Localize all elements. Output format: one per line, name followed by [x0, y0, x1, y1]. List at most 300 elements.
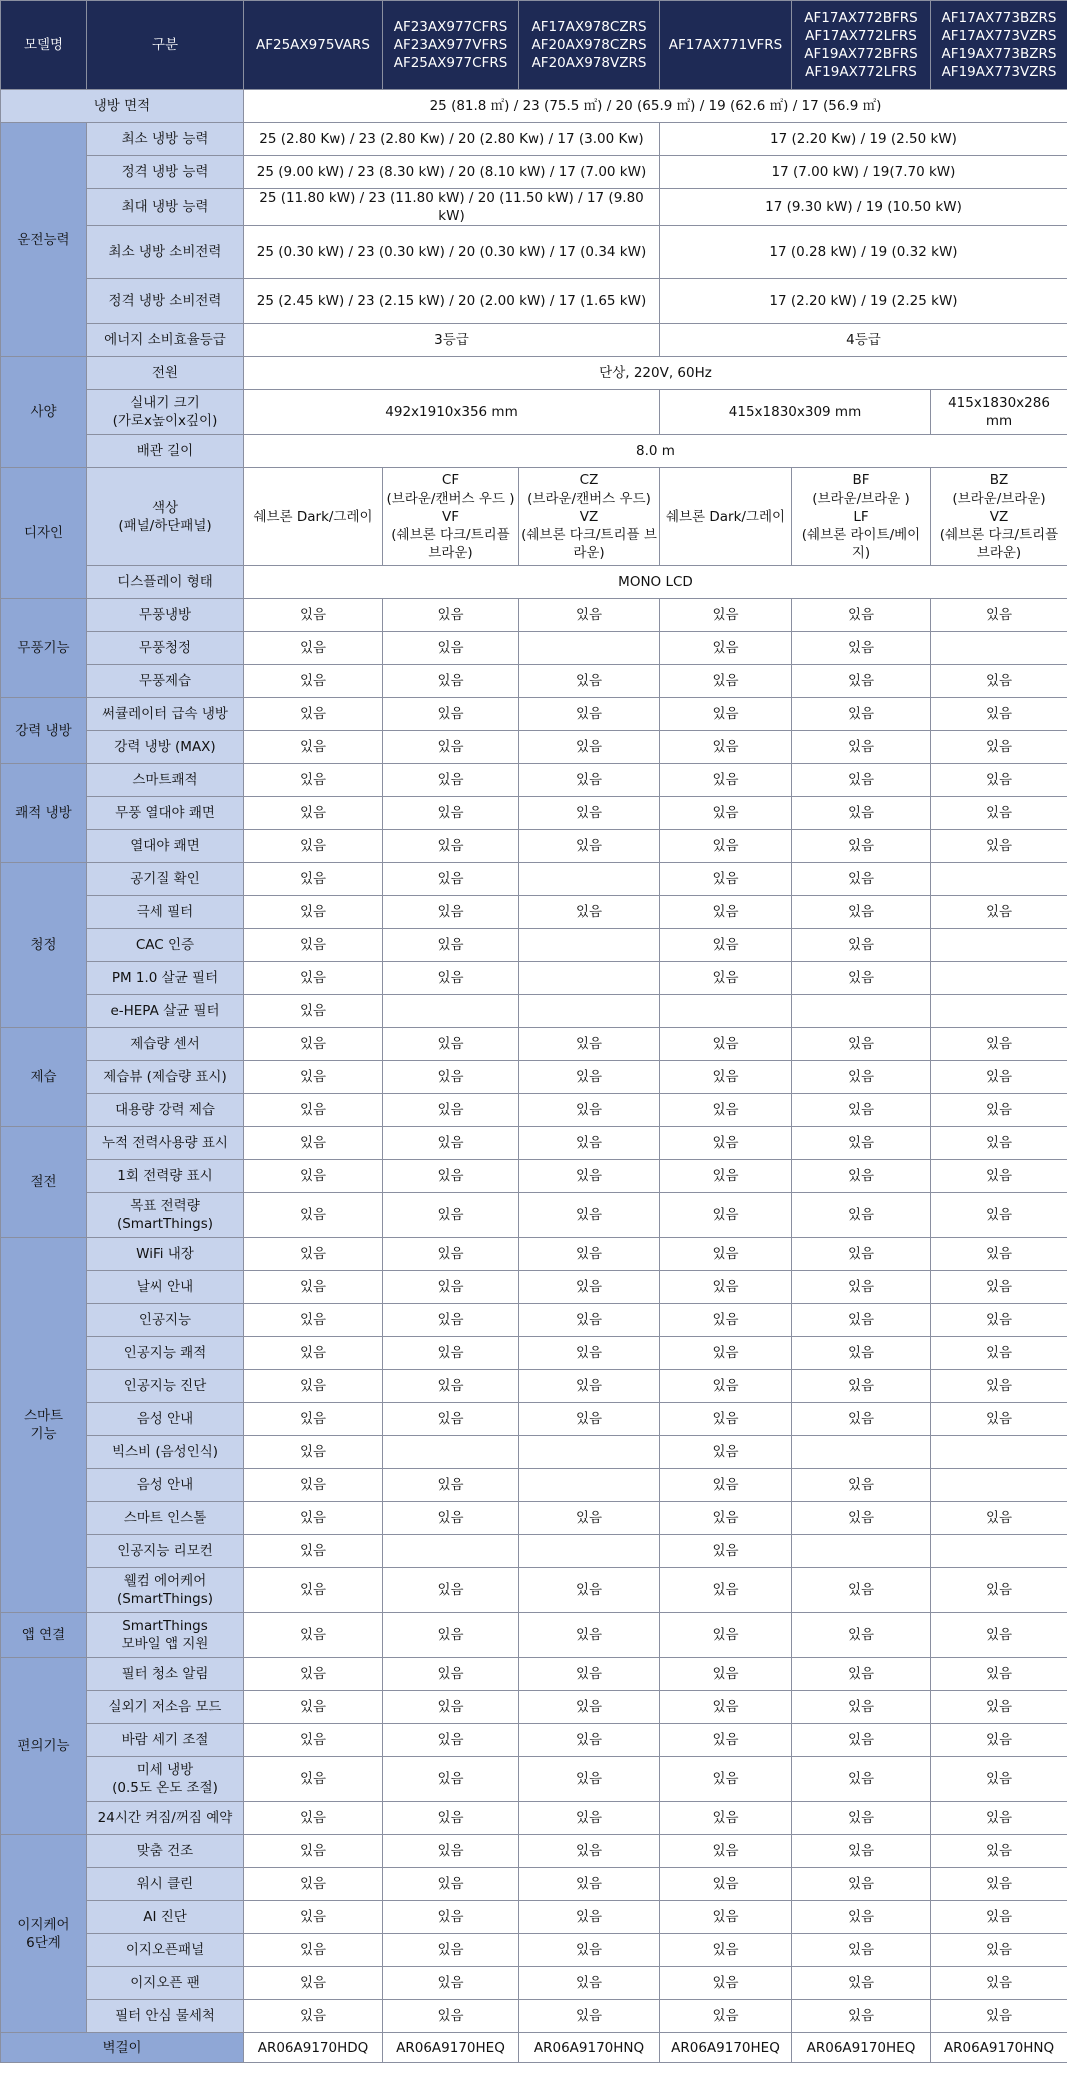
feature-value-cell: 있음	[931, 1691, 1067, 1724]
feature-value-cell: 있음	[792, 962, 931, 995]
feature-value-cell: 있음	[244, 1304, 383, 1337]
feature-value-cell: 있음	[383, 1337, 519, 1370]
feature-item-label: 맞춤 건조	[87, 1835, 244, 1868]
feature-value-cell: 있음	[660, 764, 792, 797]
feature-value-cell: 있음	[244, 1658, 383, 1691]
model-col-6: AF17AX773BZRS AF17AX773VZRS AF19AX773BZRS AF19AX773VZRS	[931, 1, 1067, 90]
feature-value-cell: 있음	[519, 731, 660, 764]
feature-value-cell: 있음	[383, 1568, 519, 1613]
feature-item-label: 날씨 안내	[87, 1271, 244, 1304]
feature-value-cell: 있음	[660, 1802, 792, 1835]
feature-value-cell: 있음	[931, 1337, 1067, 1370]
feature-value-cell: 있음	[244, 995, 383, 1028]
feature-row	[1, 1271, 1067, 1304]
feature-value-cell	[383, 1535, 519, 1568]
feature-group-label: 이지케어 6단계	[1, 1835, 87, 2033]
operation-value-a: 25 (2.45 kW) / 23 (2.15 kW) / 20 (2.00 kW) / 17 (1.65 kW)	[244, 279, 660, 324]
feature-item-label: 빅스비 (음성인식)	[87, 1436, 244, 1469]
wall-label: 벽걸이	[1, 2033, 244, 2063]
model-col-3: AF17AX978CZRS AF20AX978CZRS AF20AX978VZRS	[519, 1, 660, 90]
feature-row	[1, 929, 1067, 962]
operation-category: 운전능력	[1, 123, 87, 357]
feature-value-cell: 있음	[519, 1061, 660, 1094]
feature-value-cell: 있음	[792, 2000, 931, 2033]
feature-value-cell: 있음	[792, 1658, 931, 1691]
feature-value-cell: 있음	[383, 1868, 519, 1901]
feature-value-cell: 있음	[660, 830, 792, 863]
cooling-area-row	[1, 90, 1067, 123]
feature-item-label: 무풍냉방	[87, 599, 244, 632]
operation-value-a: 25 (9.00 kW) / 23 (8.30 kW) / 20 (8.10 kW) / 17 (7.00 kW)	[244, 156, 660, 189]
feature-group-label: 스마트 기능	[1, 1238, 87, 1613]
feature-value-cell: 있음	[931, 1160, 1067, 1193]
feature-item-label: 공기질 확인	[87, 863, 244, 896]
feature-row	[1, 1757, 1067, 1802]
feature-value-cell: 있음	[519, 896, 660, 929]
feature-item-label: 바람 세기 조절	[87, 1724, 244, 1757]
feature-item-label: 스마트 인스톨	[87, 1502, 244, 1535]
feature-item-label: 인공지능 쾌적	[87, 1337, 244, 1370]
feature-row	[1, 1469, 1067, 1502]
feature-value-cell	[383, 1436, 519, 1469]
feature-row	[1, 797, 1067, 830]
feature-value-cell: 있음	[792, 1868, 931, 1901]
feature-row	[1, 1724, 1067, 1757]
operation-item-label: 정격 냉방 능력	[87, 156, 244, 189]
feature-group-label: 쾌적 냉방	[1, 764, 87, 863]
feature-value-cell: 있음	[660, 929, 792, 962]
feature-row	[1, 1658, 1067, 1691]
feature-value-cell: 있음	[660, 896, 792, 929]
feature-value-cell: 있음	[244, 1724, 383, 1757]
feature-value-cell: 있음	[244, 1502, 383, 1535]
feature-value-cell: 있음	[931, 1061, 1067, 1094]
category-label: 구분	[87, 1, 244, 90]
feature-value-cell: 있음	[244, 764, 383, 797]
feature-item-label: 무풍제습	[87, 665, 244, 698]
feature-group-label: 청정	[1, 863, 87, 1028]
feature-value-cell: 있음	[383, 1061, 519, 1094]
feature-value-cell: 있음	[519, 830, 660, 863]
design-color-value: CZ (브라운/캔버스 우드) VZ (쉐브론 다크/트리플 브라운)	[519, 468, 660, 566]
feature-value-cell: 있음	[660, 1304, 792, 1337]
feature-row	[1, 1160, 1067, 1193]
feature-value-cell: 있음	[660, 1568, 792, 1613]
feature-value-cell: 있음	[244, 665, 383, 698]
feature-value-cell: 있음	[383, 1403, 519, 1436]
feature-value-cell: 있음	[660, 1028, 792, 1061]
wall-model-value: AR06A9170HEQ	[660, 2033, 792, 2063]
feature-value-cell: 있음	[931, 599, 1067, 632]
spec-size-value-c: 415x1830x286 mm	[931, 390, 1067, 435]
feature-value-cell: 있음	[660, 1757, 792, 1802]
feature-value-cell: 있음	[792, 1193, 931, 1238]
feature-value-cell: 있음	[660, 632, 792, 665]
feature-item-label: 이지오픈 팬	[87, 1967, 244, 2000]
feature-value-cell: 있음	[383, 698, 519, 731]
feature-row	[1, 1370, 1067, 1403]
feature-value-cell: 있음	[244, 1028, 383, 1061]
feature-value-cell: 있음	[660, 1160, 792, 1193]
feature-item-label: 인공지능 진단	[87, 1370, 244, 1403]
feature-value-cell: 있음	[660, 1724, 792, 1757]
operation-value-b: 17 (7.00 kW) / 19(7.70 kW)	[660, 156, 1067, 189]
feature-value-cell: 있음	[244, 632, 383, 665]
feature-item-label: 실외기 저소음 모드	[87, 1691, 244, 1724]
operation-item-label: 최대 냉방 능력	[87, 189, 244, 226]
feature-value-cell: 있음	[244, 2000, 383, 2033]
feature-value-cell: 있음	[931, 1193, 1067, 1238]
design-display-row	[1, 566, 1067, 599]
feature-value-cell: 있음	[519, 1238, 660, 1271]
feature-value-cell: 있음	[383, 1901, 519, 1934]
feature-value-cell: 있음	[931, 1658, 1067, 1691]
feature-value-cell: 있음	[792, 1094, 931, 1127]
operation-value-a: 3등급	[244, 324, 660, 357]
feature-value-cell: 있음	[244, 1193, 383, 1238]
feature-item-label: WiFi 내장	[87, 1238, 244, 1271]
feature-item-label: e-HEPA 살균 필터	[87, 995, 244, 1028]
feature-value-cell: 있음	[519, 1967, 660, 2000]
feature-value-cell: 있음	[931, 896, 1067, 929]
design-category: 디자인	[1, 468, 87, 599]
feature-value-cell	[519, 1436, 660, 1469]
operation-item-label: 최소 냉방 소비전력	[87, 226, 244, 279]
feature-item-label: 제습량 센서	[87, 1028, 244, 1061]
feature-value-cell: 있음	[931, 830, 1067, 863]
spec-size-value-b: 415x1830x309 mm	[660, 390, 931, 435]
operation-row	[1, 226, 1067, 279]
feature-value-cell: 있음	[383, 1370, 519, 1403]
feature-value-cell: 있음	[244, 1337, 383, 1370]
feature-value-cell: 있음	[519, 1094, 660, 1127]
feature-value-cell: 있음	[244, 1868, 383, 1901]
operation-row	[1, 279, 1067, 324]
feature-value-cell: 있음	[792, 1901, 931, 1934]
feature-value-cell: 있음	[931, 1127, 1067, 1160]
feature-value-cell: 있음	[792, 896, 931, 929]
feature-value-cell: 있음	[244, 1061, 383, 1094]
feature-value-cell: 있음	[519, 1658, 660, 1691]
feature-value-cell: 있음	[931, 1370, 1067, 1403]
feature-value-cell: 있음	[660, 1934, 792, 1967]
feature-value-cell: 있음	[383, 2000, 519, 2033]
feature-value-cell: 있음	[519, 1568, 660, 1613]
feature-value-cell: 있음	[792, 1238, 931, 1271]
design-color-value: CF (브라운/캔버스 우드 ) VF (쉐브론 다크/트리플 브라운)	[383, 468, 519, 566]
feature-value-cell: 있음	[660, 1061, 792, 1094]
feature-value-cell: 있음	[519, 1934, 660, 1967]
feature-value-cell: 있음	[519, 1403, 660, 1436]
feature-value-cell: 있음	[660, 962, 792, 995]
feature-value-cell: 있음	[244, 962, 383, 995]
feature-value-cell: 있음	[244, 896, 383, 929]
feature-value-cell: 있음	[931, 1901, 1067, 1934]
feature-value-cell: 있음	[244, 1967, 383, 2000]
feature-value-cell: 있음	[519, 797, 660, 830]
feature-value-cell: 있음	[519, 1835, 660, 1868]
model-col-5: AF17AX772BFRS AF17AX772LFRS AF19AX772BFRS AF19AX772LFRS	[792, 1, 931, 90]
feature-value-cell: 있음	[792, 698, 931, 731]
operation-value-a: 25 (2.80 Kw) / 23 (2.80 Kw) / 20 (2.80 Kw) / 17 (3.00 Kw)	[244, 123, 660, 156]
feature-value-cell: 있음	[660, 1469, 792, 1502]
feature-value-cell: 있음	[383, 1724, 519, 1757]
feature-value-cell	[519, 632, 660, 665]
feature-value-cell: 있음	[244, 1802, 383, 1835]
feature-value-cell: 있음	[244, 1094, 383, 1127]
feature-value-cell: 있음	[383, 830, 519, 863]
feature-item-label: 열대야 쾌면	[87, 830, 244, 863]
feature-item-label: PM 1.0 살균 필터	[87, 962, 244, 995]
feature-row	[1, 1061, 1067, 1094]
feature-row	[1, 962, 1067, 995]
feature-value-cell: 있음	[244, 1127, 383, 1160]
design-color-value: BF (브라운/브라운 ) LF (쉐브론 라이트/베이지)	[792, 468, 931, 566]
feature-value-cell: 있음	[519, 1613, 660, 1658]
spec-pipe-label: 배관 길이	[87, 435, 244, 468]
feature-value-cell: 있음	[383, 1028, 519, 1061]
feature-value-cell: 있음	[660, 1967, 792, 2000]
feature-value-cell: 있음	[244, 863, 383, 896]
feature-value-cell: 있음	[660, 2000, 792, 2033]
feature-value-cell: 있음	[244, 1271, 383, 1304]
feature-value-cell: 있음	[383, 797, 519, 830]
operation-item-label: 에너지 소비효율등급	[87, 324, 244, 357]
feature-value-cell: 있음	[660, 1658, 792, 1691]
feature-item-label: 24시간 켜짐/꺼짐 예약	[87, 1802, 244, 1835]
feature-row	[1, 599, 1067, 632]
operation-item-label: 정격 냉방 소비전력	[87, 279, 244, 324]
feature-value-cell: 있음	[383, 1658, 519, 1691]
operation-row	[1, 123, 1067, 156]
wall-model-value: AR06A9170HNQ	[931, 2033, 1067, 2063]
feature-row	[1, 1835, 1067, 1868]
operation-value-b: 17 (2.20 kW) / 19 (2.25 kW)	[660, 279, 1067, 324]
feature-value-cell: 있음	[660, 1613, 792, 1658]
feature-row	[1, 1934, 1067, 1967]
feature-value-cell: 있음	[792, 1028, 931, 1061]
feature-value-cell: 있음	[931, 731, 1067, 764]
feature-value-cell: 있음	[660, 1094, 792, 1127]
wall-model-value: AR06A9170HDQ	[244, 2033, 383, 2063]
feature-value-cell	[519, 929, 660, 962]
feature-value-cell: 있음	[792, 1835, 931, 1868]
feature-value-cell: 있음	[792, 1613, 931, 1658]
feature-value-cell: 있음	[519, 1337, 660, 1370]
design-color-label: 색상 (패널/하단패널)	[87, 468, 244, 566]
feature-value-cell: 있음	[244, 1436, 383, 1469]
feature-value-cell: 있음	[519, 1802, 660, 1835]
feature-value-cell: 있음	[931, 1271, 1067, 1304]
feature-group-label: 앱 연결	[1, 1613, 87, 1658]
feature-value-cell: 있음	[660, 1535, 792, 1568]
feature-value-cell: 있음	[660, 1271, 792, 1304]
wall-model-value: AR06A9170HNQ	[519, 2033, 660, 2063]
feature-item-label: 무풍 열대야 쾌면	[87, 797, 244, 830]
feature-group-label: 강력 냉방	[1, 698, 87, 764]
feature-value-cell: 있음	[383, 1238, 519, 1271]
feature-value-cell	[383, 995, 519, 1028]
feature-row	[1, 1967, 1067, 2000]
feature-value-cell: 있음	[792, 1502, 931, 1535]
feature-value-cell: 있음	[931, 797, 1067, 830]
feature-value-cell	[519, 995, 660, 1028]
design-display-label: 디스플레이 형태	[87, 566, 244, 599]
feature-value-cell	[660, 995, 792, 1028]
feature-value-cell: 있음	[519, 698, 660, 731]
feature-value-cell: 있음	[383, 764, 519, 797]
feature-value-cell: 있음	[660, 599, 792, 632]
feature-row	[1, 1502, 1067, 1535]
feature-value-cell	[931, 929, 1067, 962]
feature-value-cell: 있음	[792, 1967, 931, 2000]
feature-row	[1, 698, 1067, 731]
feature-value-cell: 있음	[792, 929, 931, 962]
feature-value-cell: 있음	[383, 1271, 519, 1304]
feature-group-label: 절전	[1, 1127, 87, 1238]
feature-value-cell: 있음	[792, 1691, 931, 1724]
spec-size-label: 실내기 크기 (가로x높이x깊이)	[87, 390, 244, 435]
feature-value-cell: 있음	[383, 1835, 519, 1868]
feature-group-label: 편의기능	[1, 1658, 87, 1835]
feature-value-cell: 있음	[660, 1901, 792, 1934]
feature-value-cell: 있음	[383, 1502, 519, 1535]
feature-value-cell: 있음	[792, 665, 931, 698]
feature-item-label: 워시 클린	[87, 1868, 244, 1901]
feature-item-label: 써큘레이터 급속 냉방	[87, 698, 244, 731]
feature-value-cell: 있음	[244, 1901, 383, 1934]
feature-row	[1, 1691, 1067, 1724]
feature-value-cell: 있음	[519, 1502, 660, 1535]
spec-pipe-row	[1, 435, 1067, 468]
feature-value-cell: 있음	[519, 1691, 660, 1724]
model-label: 모델명	[1, 1, 87, 90]
feature-value-cell: 있음	[792, 1304, 931, 1337]
feature-value-cell: 있음	[931, 2000, 1067, 2033]
feature-value-cell: 있음	[660, 1193, 792, 1238]
feature-value-cell	[519, 863, 660, 896]
feature-value-cell: 있음	[931, 665, 1067, 698]
feature-item-label: 스마트쾌적	[87, 764, 244, 797]
feature-value-cell: 있음	[792, 599, 931, 632]
feature-item-label: 필터 청소 알림	[87, 1658, 244, 1691]
feature-value-cell	[931, 962, 1067, 995]
feature-item-label: 필터 안심 물세척	[87, 2000, 244, 2033]
feature-value-cell: 있음	[931, 1238, 1067, 1271]
spec-power-value: 단상, 220V, 60Hz	[244, 357, 1067, 390]
feature-value-cell: 있음	[660, 1436, 792, 1469]
feature-value-cell	[931, 1535, 1067, 1568]
feature-value-cell	[519, 1469, 660, 1502]
feature-value-cell: 있음	[931, 1868, 1067, 1901]
feature-value-cell	[519, 1535, 660, 1568]
wall-row	[1, 2033, 1067, 2063]
spec-power-row	[1, 357, 1067, 390]
feature-value-cell	[931, 863, 1067, 896]
feature-item-label: 누적 전력사용량 표시	[87, 1127, 244, 1160]
feature-value-cell: 있음	[519, 1028, 660, 1061]
feature-value-cell: 있음	[792, 731, 931, 764]
feature-value-cell: 있음	[931, 1802, 1067, 1835]
feature-value-cell: 있음	[519, 1757, 660, 1802]
design-display-value: MONO LCD	[244, 566, 1067, 599]
operation-value-b: 17 (2.20 Kw) / 19 (2.50 kW)	[660, 123, 1067, 156]
feature-value-cell: 있음	[244, 1757, 383, 1802]
feature-value-cell: 있음	[792, 1724, 931, 1757]
feature-value-cell: 있음	[660, 1835, 792, 1868]
feature-item-label: CAC 인증	[87, 929, 244, 962]
feature-value-cell: 있음	[244, 599, 383, 632]
feature-item-label: 1회 전력량 표시	[87, 1160, 244, 1193]
feature-row	[1, 764, 1067, 797]
feature-value-cell: 있음	[792, 1271, 931, 1304]
feature-row	[1, 1127, 1067, 1160]
feature-value-cell: 있음	[519, 665, 660, 698]
feature-item-label: 미세 냉방 (0.5도 온도 조절)	[87, 1757, 244, 1802]
feature-value-cell: 있음	[383, 1193, 519, 1238]
header-row	[1, 1, 1067, 90]
feature-value-cell: 있음	[383, 731, 519, 764]
feature-value-cell: 있음	[244, 797, 383, 830]
operation-row	[1, 156, 1067, 189]
feature-value-cell: 있음	[383, 1802, 519, 1835]
feature-value-cell: 있음	[792, 1127, 931, 1160]
feature-value-cell	[519, 962, 660, 995]
feature-item-label: 목표 전력량 (SmartThings)	[87, 1193, 244, 1238]
feature-row	[1, 1901, 1067, 1934]
feature-value-cell: 있음	[931, 1502, 1067, 1535]
feature-row	[1, 1337, 1067, 1370]
feature-value-cell: 있음	[244, 1835, 383, 1868]
feature-row	[1, 1403, 1067, 1436]
feature-item-label: AI 진단	[87, 1901, 244, 1934]
feature-value-cell: 있음	[792, 1757, 931, 1802]
feature-value-cell: 있음	[519, 1868, 660, 1901]
feature-row	[1, 1193, 1067, 1238]
feature-value-cell: 있음	[660, 1403, 792, 1436]
feature-item-label: 무풍청정	[87, 632, 244, 665]
feature-value-cell: 있음	[519, 764, 660, 797]
spec-size-value-a: 492x1910x356 mm	[244, 390, 660, 435]
operation-value-b: 17 (0.28 kW) / 19 (0.32 kW)	[660, 226, 1067, 279]
feature-value-cell: 있음	[244, 1568, 383, 1613]
feature-value-cell: 있음	[792, 1370, 931, 1403]
design-color-value: BZ (브라운/브라운) VZ (쉐브론 다크/트리플 브라운)	[931, 468, 1067, 566]
feature-value-cell: 있음	[931, 1757, 1067, 1802]
design-color-value: 쉐브론 Dark/그레이	[660, 468, 792, 566]
feature-row	[1, 1868, 1067, 1901]
feature-value-cell: 있음	[519, 2000, 660, 2033]
feature-value-cell: 있음	[931, 1568, 1067, 1613]
feature-value-cell: 있음	[792, 1469, 931, 1502]
feature-value-cell: 있음	[660, 665, 792, 698]
operation-row	[1, 189, 1067, 226]
cooling-area-value: 25 (81.8 ㎡) / 23 (75.5 ㎡) / 20 (65.9 ㎡) / 19 (62.6 ㎡) / 17 (56.9 ㎡)	[244, 90, 1067, 123]
feature-value-cell: 있음	[792, 1403, 931, 1436]
cooling-area-label: 냉방 면적	[1, 90, 244, 123]
feature-value-cell: 있음	[383, 1613, 519, 1658]
spec-power-label: 전원	[87, 357, 244, 390]
feature-value-cell: 있음	[244, 1691, 383, 1724]
feature-value-cell: 있음	[792, 830, 931, 863]
spec-pipe-value: 8.0 m	[244, 435, 1067, 468]
feature-row	[1, 1094, 1067, 1127]
feature-value-cell: 있음	[792, 1160, 931, 1193]
model-col-4: AF17AX771VFRS	[660, 1, 792, 90]
feature-value-cell: 있음	[383, 962, 519, 995]
feature-row	[1, 1568, 1067, 1613]
wall-model-value: AR06A9170HEQ	[383, 2033, 519, 2063]
